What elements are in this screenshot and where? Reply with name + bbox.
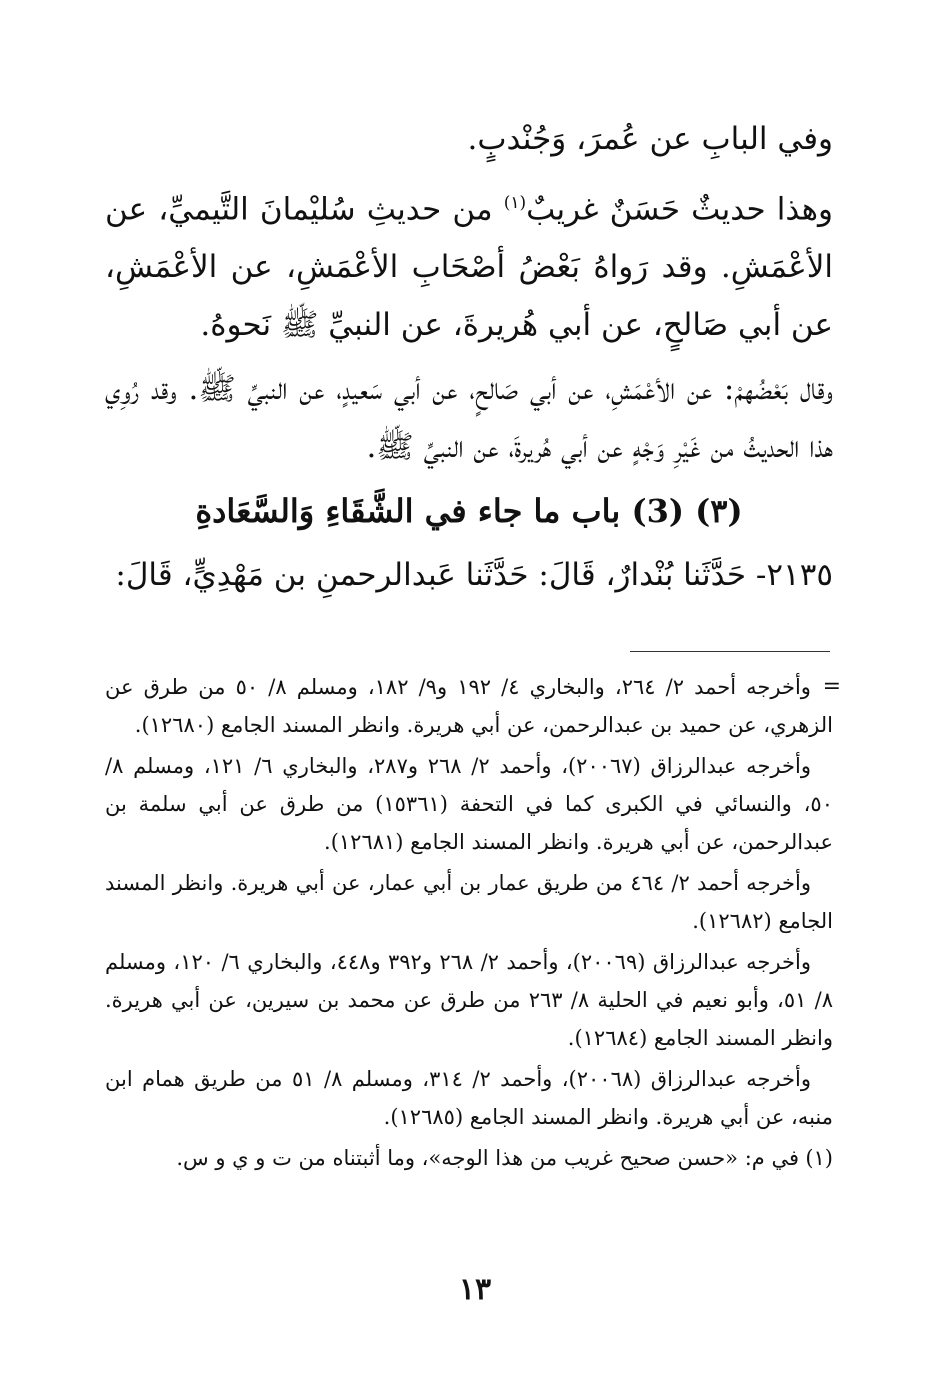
paragraph: وقال بَعْضُهمْ: عن الأعْمَشِ، عن أبي صَالحٍ، عن أبي سَعيدٍ، عن النبيِّ ﷺ. وقد رُوِي هذا الحديثُ من غَيْرِ وَجْهٍ عن أبي هُريرةَ، عن النبيِّ ﷺ.	[105, 371, 833, 466]
footnote-text: وأخرجه أحمد ٢/ ٢٦٤، والبخاري ٤/ ١٩٢ و٩/ ١٨٢، ومسلم ٨/ ٥٠ من طرق عن الزهري، عن حميد بن عبدالرحمن، عن أبي هريرة. وانظر المسند الجامع (١٢٦٨٠).	[105, 675, 833, 737]
footnote-entry	[105, 668, 841, 744]
hadith-line: ٢١٣٥- حَدَّثَنا بُنْدارٌ، قَالَ: حَدَّثَنا عَبدالرحمنِ بن مَهْدِيٍّ، قَالَ:	[115, 557, 833, 594]
main-text	[105, 110, 833, 600]
paragraph-text: من حديثِ سُليْمانَ التَّيميِّ، عن الأعْمَشِ.	[105, 191, 833, 286]
footnote-divider	[630, 651, 830, 652]
footnote-entry: وأخرجه أحمد ٢/ ٤٦٤ من طريق عمار بن أبي عمار، عن أبي هريرة. وانظر المسند الجامع (١٢٦٨٢).	[105, 871, 833, 933]
footnote-entry: وأخرجه عبدالرزاق (٢٠٠٦٨)، وأحمد ٢/ ٣١٤، ومسلم ٨/ ٥١ من طريق همام ابن منبه، عن أبي هريرة. وانظر المسند الجامع (١٢٦٨٥).	[105, 1067, 833, 1129]
footnote-number: (١)	[805, 1146, 833, 1170]
chapter-heading: (٣) (3) باب ما جاء في الشَّقَاءِ وَالسَّعَادةِ	[195, 492, 743, 531]
footnote-text: في م: «حسن صحيح غريب من هذا الوجه»، وما أثبتناه من ت و ي و س.	[176, 1146, 799, 1170]
paragraph	[105, 174, 833, 354]
footnotes	[105, 668, 841, 1177]
footnote-1	[105, 1139, 833, 1177]
paragraph: وفي البابِ عن عُمرَ، وَجُنْدبٍ.	[467, 121, 833, 157]
paragraph-text: وقد رَواهُ بَعْضُ أصْحَابِ الأعْمَشِ، عن الأعْمَشِ، عن أبي صَالحٍ، عن أبي هُريرةَ، عن النبيِّ ﷺ نَحوهُ.	[105, 249, 833, 344]
paragraph-text: وهذا حديثٌ حَسَنٌ غريبٌ	[526, 191, 833, 228]
footnote-entry: وأخرجه عبدالرزاق (٢٠٠٦٩)، وأحمد ٢/ ٢٦٨ و٣٩٢ و٤٤٨، والبخاري ٦/ ١٢٠، ومسلم ٨/ ٥١، وأبو نعيم في الحلية ٨/ ٢٦٣ من طرق عن محمد بن سيرين، عن أبي هريرة. وانظر المسند الجامع (١٢٦٨٤).	[105, 950, 833, 1050]
footnote-entry: وأخرجه عبدالرزاق (٢٠٠٦٧)، وأحمد ٢/ ٢٦٨ و٢٨٧، والبخاري ٦/ ١٢١، ومسلم ٨/ ٥٠، والنسائي في الكبرى كما في التحفة (١٥٣٦١) من طرق عن أبي سلمة بن عبدالرحمن، عن أبي هريرة. وانظر المسند الجامع (١٢٦٨١).	[105, 754, 833, 854]
footnote-ref[interactable]: (١)	[503, 193, 527, 213]
continuation-mark: =	[822, 674, 841, 699]
page-number: ١٣	[458, 1272, 492, 1307]
